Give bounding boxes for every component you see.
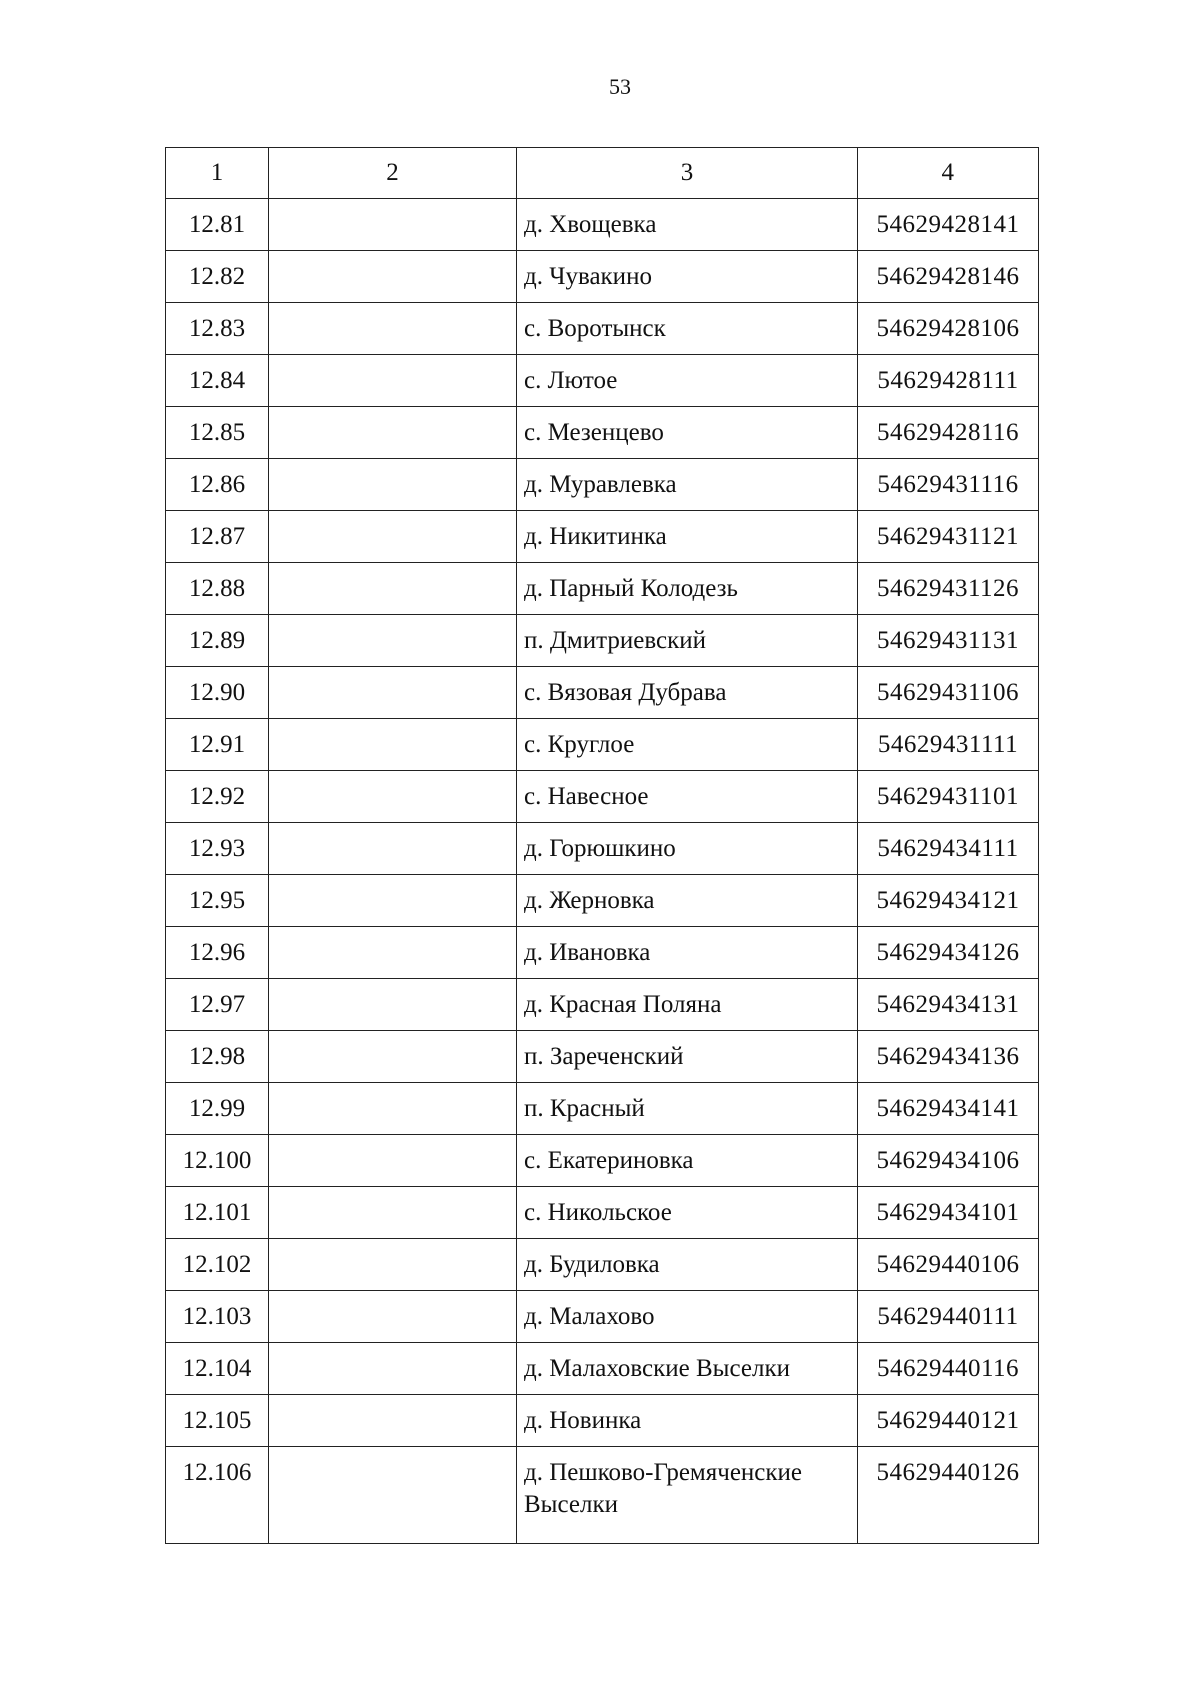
row-col2 (269, 303, 517, 355)
settlement-name: с. Вязовая Дубрава (517, 667, 858, 719)
row-col2 (269, 1031, 517, 1083)
row-col2 (269, 459, 517, 511)
settlement-name: д. Муравлевка (517, 459, 858, 511)
row-number: 12.86 (166, 459, 269, 511)
row-col2 (269, 355, 517, 407)
oktmo-code: 54629434101 (858, 1187, 1039, 1239)
row-number: 12.97 (166, 979, 269, 1031)
settlement-name: д. Жерновка (517, 875, 858, 927)
table-row (166, 1395, 1039, 1447)
table-row (166, 823, 1039, 875)
table-row (166, 1291, 1039, 1343)
oktmo-code: 54629434126 (858, 927, 1039, 979)
oktmo-code: 54629434136 (858, 1031, 1039, 1083)
oktmo-code: 54629428116 (858, 407, 1039, 459)
table-row (166, 719, 1039, 771)
settlement-name: с. Екатериновка (517, 1135, 858, 1187)
table-row (166, 875, 1039, 927)
table-row (166, 251, 1039, 303)
settlement-name: д. Малаховские Выселки (517, 1343, 858, 1395)
table-row (166, 303, 1039, 355)
settlement-name: с. Мезенцево (517, 407, 858, 459)
table-row (166, 1135, 1039, 1187)
row-number: 12.91 (166, 719, 269, 771)
settlements-table (165, 147, 1039, 1544)
table-header-row (166, 148, 1039, 199)
row-col2 (269, 1395, 517, 1447)
table-row (166, 927, 1039, 979)
row-col2 (269, 1343, 517, 1395)
row-number: 12.98 (166, 1031, 269, 1083)
row-col2 (269, 1135, 517, 1187)
row-col2 (269, 927, 517, 979)
oktmo-code: 54629428141 (858, 199, 1039, 251)
row-number: 12.92 (166, 771, 269, 823)
settlement-name: с. Лютое (517, 355, 858, 407)
row-number: 12.102 (166, 1239, 269, 1291)
row-number: 12.105 (166, 1395, 269, 1447)
row-number: 12.87 (166, 511, 269, 563)
row-number: 12.89 (166, 615, 269, 667)
row-col2 (269, 615, 517, 667)
oktmo-code: 54629440126 (858, 1447, 1039, 1544)
settlement-name: с. Круглое (517, 719, 858, 771)
row-col2 (269, 511, 517, 563)
row-col2 (269, 719, 517, 771)
settlement-name: д. Будиловка (517, 1239, 858, 1291)
row-col2 (269, 199, 517, 251)
row-number: 12.106 (166, 1447, 269, 1544)
table-row (166, 1447, 1039, 1544)
settlement-name: п. Дмитриевский (517, 615, 858, 667)
settlement-name: д. Ивановка (517, 927, 858, 979)
row-number: 12.99 (166, 1083, 269, 1135)
row-col2 (269, 875, 517, 927)
oktmo-code: 54629440106 (858, 1239, 1039, 1291)
settlement-name: д. Чувакино (517, 251, 858, 303)
row-col2 (269, 823, 517, 875)
settlement-name: д. Красная Поляна (517, 979, 858, 1031)
row-col2 (269, 1083, 517, 1135)
row-number: 12.82 (166, 251, 269, 303)
settlement-name: д. Новинка (517, 1395, 858, 1447)
oktmo-code: 54629434111 (858, 823, 1039, 875)
oktmo-code: 54629428106 (858, 303, 1039, 355)
oktmo-code: 54629431131 (858, 615, 1039, 667)
oktmo-code: 54629440111 (858, 1291, 1039, 1343)
row-number: 12.96 (166, 927, 269, 979)
row-col2 (269, 1239, 517, 1291)
settlement-name: д. Малахово (517, 1291, 858, 1343)
row-col2 (269, 407, 517, 459)
row-col2 (269, 1187, 517, 1239)
settlement-name: с. Навесное (517, 771, 858, 823)
settlement-name: п. Зареченский (517, 1031, 858, 1083)
oktmo-code: 54629440121 (858, 1395, 1039, 1447)
row-col2 (269, 667, 517, 719)
settlement-name: д. Пешково-Гремяченские Выселки (517, 1447, 858, 1544)
page-number: 53 (609, 74, 631, 99)
settlement-name: п. Красный (517, 1083, 858, 1135)
column-header-1: 1 (166, 148, 269, 199)
row-col2 (269, 563, 517, 615)
row-number: 12.88 (166, 563, 269, 615)
settlement-name: д. Никитинка (517, 511, 858, 563)
table-row (166, 1187, 1039, 1239)
oktmo-code: 54629431101 (858, 771, 1039, 823)
row-col2 (269, 771, 517, 823)
oktmo-code: 54629434141 (858, 1083, 1039, 1135)
table-row (166, 771, 1039, 823)
row-number: 12.90 (166, 667, 269, 719)
settlement-name: д. Хвощевка (517, 199, 858, 251)
table-row (166, 511, 1039, 563)
oktmo-code: 54629431116 (858, 459, 1039, 511)
table-row (166, 667, 1039, 719)
table-row (166, 1031, 1039, 1083)
oktmo-code: 54629434106 (858, 1135, 1039, 1187)
oktmo-code: 54629428146 (858, 251, 1039, 303)
oktmo-code: 54629431106 (858, 667, 1039, 719)
table-row (166, 355, 1039, 407)
row-number: 12.81 (166, 199, 269, 251)
table-row (166, 563, 1039, 615)
settlement-name: д. Парный Колодезь (517, 563, 858, 615)
table-row (166, 1343, 1039, 1395)
settlement-name: с. Никольское (517, 1187, 858, 1239)
table-row (166, 1083, 1039, 1135)
column-header-2: 2 (269, 148, 517, 199)
oktmo-code: 54629431126 (858, 563, 1039, 615)
row-col2 (269, 1291, 517, 1343)
row-number: 12.83 (166, 303, 269, 355)
row-number: 12.104 (166, 1343, 269, 1395)
row-number: 12.101 (166, 1187, 269, 1239)
table-row (166, 459, 1039, 511)
table-row (166, 615, 1039, 667)
row-number: 12.85 (166, 407, 269, 459)
table-row (166, 979, 1039, 1031)
row-number: 12.100 (166, 1135, 269, 1187)
row-number: 12.84 (166, 355, 269, 407)
table-row (166, 199, 1039, 251)
row-col2 (269, 251, 517, 303)
oktmo-code: 54629440116 (858, 1343, 1039, 1395)
oktmo-code: 54629434121 (858, 875, 1039, 927)
table-body (166, 199, 1039, 1544)
oktmo-code: 54629434131 (858, 979, 1039, 1031)
row-number: 12.103 (166, 1291, 269, 1343)
oktmo-code: 54629428111 (858, 355, 1039, 407)
table-row (166, 1239, 1039, 1291)
row-number: 12.95 (166, 875, 269, 927)
table-row (166, 407, 1039, 459)
column-header-4: 4 (858, 148, 1039, 199)
settlement-name: с. Воротынск (517, 303, 858, 355)
column-header-3: 3 (517, 148, 858, 199)
row-number: 12.93 (166, 823, 269, 875)
row-col2 (269, 1447, 517, 1544)
oktmo-code: 54629431111 (858, 719, 1039, 771)
oktmo-code: 54629431121 (858, 511, 1039, 563)
settlement-name: д. Горюшкино (517, 823, 858, 875)
row-col2 (269, 979, 517, 1031)
